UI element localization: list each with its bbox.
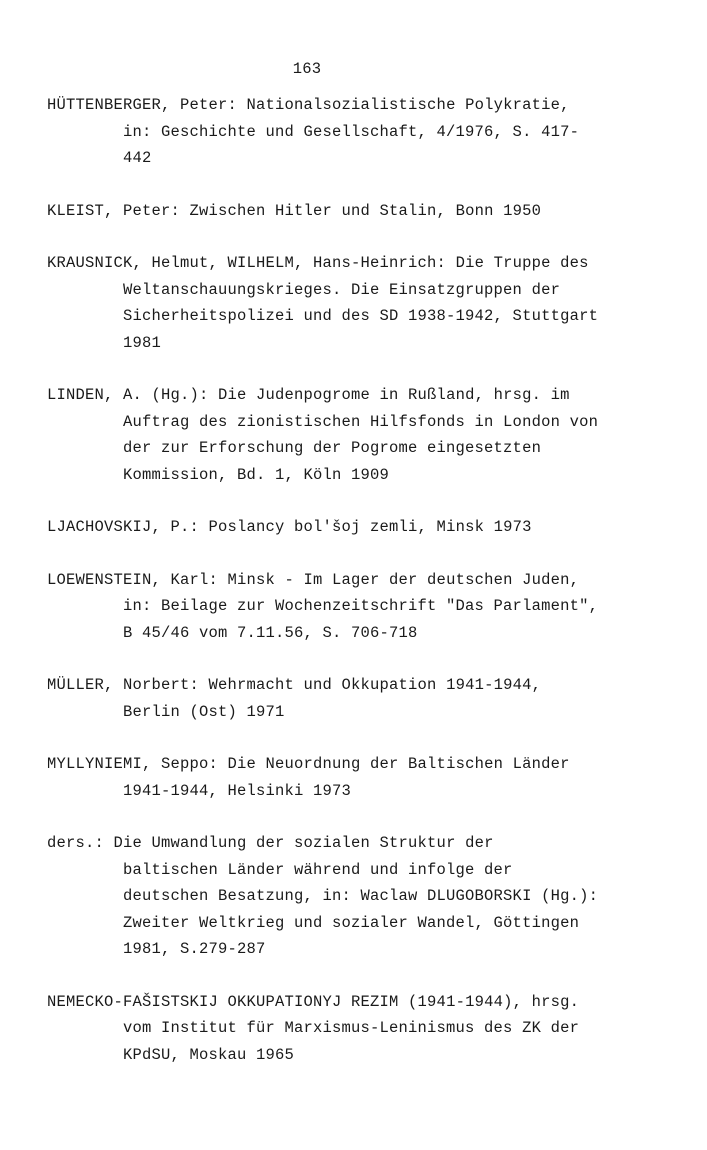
bibliography-entry — [47, 567, 677, 647]
entry-first-line: KRAUSNICK, Helmut, WILHELM, Hans-Heinrich: Die Truppe des — [47, 254, 589, 272]
entry-first-line: ders.: Die Umwandlung der sozialen Struktur der — [47, 834, 494, 852]
bibliography-entry — [47, 198, 677, 225]
entry-continuation-line: Weltanschauungskrieges. Die Einsatzgruppen der — [123, 280, 561, 299]
entry-first-line: LINDEN, A. (Hg.): Die Judenpogrome in Rußland, hrsg. im — [47, 386, 570, 404]
entry-continuation-line: der zur Erforschung der Pogrome eingesetzten — [123, 439, 542, 457]
entry-continuation-line: Auftrag des zionistischen Hilfsfonds in London von — [123, 412, 599, 431]
bibliography-entry — [47, 989, 677, 1069]
page-number: 163 — [292, 60, 322, 78]
entry-continuation-line: Berlin (Ost) 1971 — [123, 702, 285, 721]
entry-first-line: KLEIST, Peter: Zwischen Hitler und Stalin, Bonn 1950 — [47, 201, 542, 220]
entry-continuation-line: 1941-1944, Helsinki 1973 — [123, 781, 352, 800]
entry-continuation-line: 1981, S.279-287 — [123, 940, 266, 958]
entry-continuation-line: 1981 — [123, 333, 162, 352]
entry-continuation-line: 442 — [123, 149, 152, 167]
entry-continuation-line: B 45/46 vom 7.11.56, S. 706-718 — [123, 623, 418, 642]
entry-continuation-line: deutschen Besatzung, in: Waclaw DLUGOBORSKI (Hg.): — [123, 887, 599, 905]
entry-continuation-line: in: Beilage zur Wochenzeitschrift "Das Parlament", — [123, 597, 599, 615]
bibliography-entry — [47, 672, 677, 725]
entry-first-line: MYLLYNIEMI, Seppo: Die Neuordnung der Baltischen Länder — [47, 755, 570, 773]
bibliography-list — [47, 92, 677, 1094]
bibliography-entry — [47, 382, 677, 488]
entry-first-line: MÜLLER, Norbert: Wehrmacht und Okkupation 1941-1944, — [47, 676, 542, 694]
entry-continuation-line: Sicherheitspolizei und des SD 1938-1942, Stuttgart — [123, 307, 599, 325]
entry-first-line: NEMECKO-FAŠISTSKIJ OKKUPATIONYJ REZIM (1941-1944), hrsg. — [47, 992, 580, 1011]
bibliography-entry — [47, 514, 677, 541]
entry-first-line: HÜTTENBERGER, Peter: Nationalsozialistische Polykratie, — [47, 96, 570, 114]
entry-continuation-line: Zweiter Weltkrieg und sozialer Wandel, Göttingen — [123, 913, 580, 932]
entry-continuation-line: vom Institut für Marxismus-Leninismus des ZK der — [123, 1019, 580, 1037]
entry-continuation-line: KPdSU, Moskau 1965 — [123, 1045, 295, 1064]
entry-continuation-line: in: Geschichte und Gesellschaft, 4/1976, S. 417- — [123, 122, 580, 141]
bibliography-entry — [47, 830, 677, 963]
bibliography-entry — [47, 250, 677, 356]
bibliography-entry — [47, 92, 677, 172]
bibliography-entry — [47, 751, 677, 804]
entry-continuation-line: baltischen Länder während und infolge der — [123, 860, 513, 879]
entry-first-line: LOEWENSTEIN, Karl: Minsk - Im Lager der deutschen Juden, — [47, 570, 580, 589]
entry-continuation-line: Kommission, Bd. 1, Köln 1909 — [123, 465, 390, 484]
entry-first-line: LJACHOVSKIJ, P.: Poslancy bol'šoj zemli, Minsk 1973 — [47, 518, 532, 536]
